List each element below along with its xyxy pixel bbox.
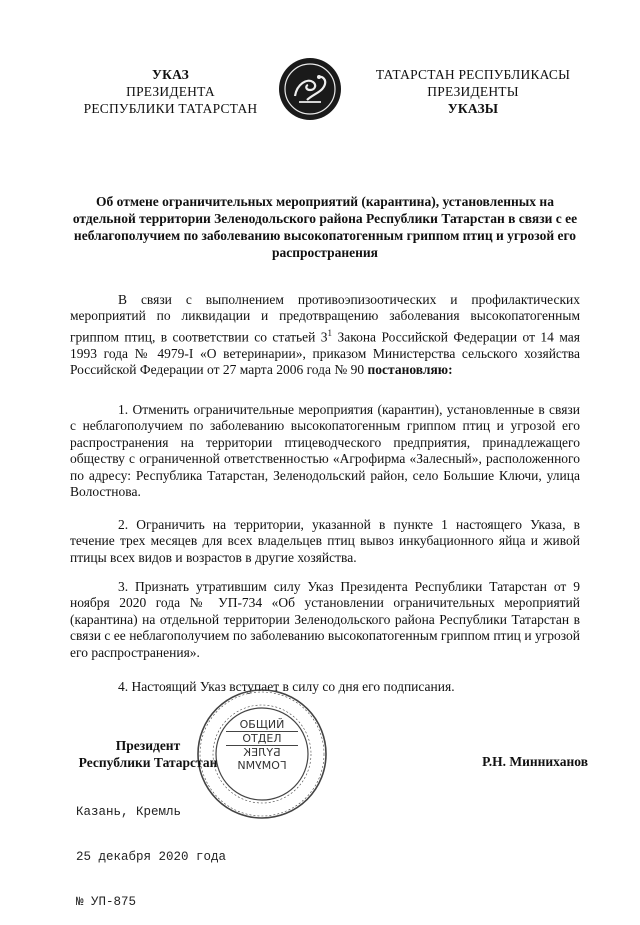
item-2-text: 2. Ограничить на территории, указанной в пункте 1 настоящего Указа, в течение трех месяцев для всех владельцев птиц вывоз инкубационного яйца и живой птицы всех видов и возрастов в другие хозяйства. [70, 517, 580, 565]
signatory-position-line-2: Республики Татарстан [78, 755, 218, 770]
item-4-text: 4. Настоящий Указ вступает в силу со дня его подписания. [118, 679, 455, 694]
header-left-republic: РЕСПУБЛИКИ ТАТАРСТАН [83, 101, 258, 116]
intro-paragraph [70, 292, 580, 379]
item-3 [70, 579, 580, 661]
document-title: Об отмене ограничительных мероприятий (карантина), установленных на отдельной территории Зеленодольского района Республики Татарстан в связи с ее неблагополучием по заболеванию высокопатогенным гриппом птиц и угрозой его распространения [72, 194, 578, 260]
signatory-name: Р.Н. Минниханов [482, 754, 588, 769]
item-1 [70, 402, 580, 500]
signatory-position [68, 737, 228, 771]
intro-text: В связи с выполнением противоэпизоотических и профилактических мероприятий по ликвидации и предотвращению заболевания высокопатогенным гриппом птиц, в соответствии со статьей 3 [70, 292, 580, 345]
stamp-line-3: ГОМУМИ [237, 759, 287, 772]
stamp-line-2: ОТДЕЛ [226, 732, 298, 746]
intro-sup: 1 [327, 327, 333, 338]
item-3-text: 3. Признать утратившим силу Указ Президента Республики Татарстан от 9 ноября 2020 года № УП-734 «Об установлении ограничительных мероприятий (карантина) на отдельной территории Зеленодольского района Республики Татарстан в связи с ее неблагополучием по заболеванию высокопатогенным гриппом птиц и угрозой его распространения». [70, 579, 580, 660]
item-2 [70, 517, 580, 566]
footer-meta [76, 775, 226, 925]
stamp-text [226, 718, 298, 772]
stamp-line-4: БҮЛЕК [243, 746, 281, 759]
footer-date: 25 декабря 2020 года [76, 850, 227, 864]
intro-decree-word: постановляю [367, 362, 449, 378]
header-right [366, 66, 580, 117]
footer-place: Казань, Кремль [76, 805, 182, 819]
header-left-subtitle: ПРЕЗИДЕНТА [126, 84, 215, 99]
header-right-title: УКАЗЫ [447, 101, 499, 116]
stamp-line-1: ОБЩИЙ [226, 718, 298, 732]
header-right-subtitle: ПРЕЗИДЕНТЫ [427, 84, 519, 99]
emblem-icon [277, 56, 343, 122]
item-1-text: 1. Отменить ограничительные мероприятия (карантин), установленные в связи с неблагополучием по заболеванию высокопатогенным гриппом птиц и угрозой его распространения на территории птицеводческого предприятия, принадлежащего обществу с ограниченной ответственностью «Агрофирма «Залесный», расположенного по адресу: Республика Татарстан, Зеленодольский район, село Большие Ключи, улица Волостнова. [70, 402, 580, 500]
intro-text-2: Закона Российской Федерации от 14 мая 1993 года № 4979-I «О ветеринарии», приказом Министерства сельского хозяйства Российской Федерации от 27 марта 2006 года № 90 [70, 329, 580, 378]
signatory-position-line-1: Президент [115, 738, 181, 753]
intro-tail: : [448, 362, 453, 378]
header-right-republic: ТАТАРСТАН РЕСПУБЛИКАСЫ [375, 67, 571, 82]
footer-number: № УП-875 [76, 895, 137, 909]
header-left-title: УКАЗ [151, 67, 190, 82]
header-left [68, 66, 273, 117]
